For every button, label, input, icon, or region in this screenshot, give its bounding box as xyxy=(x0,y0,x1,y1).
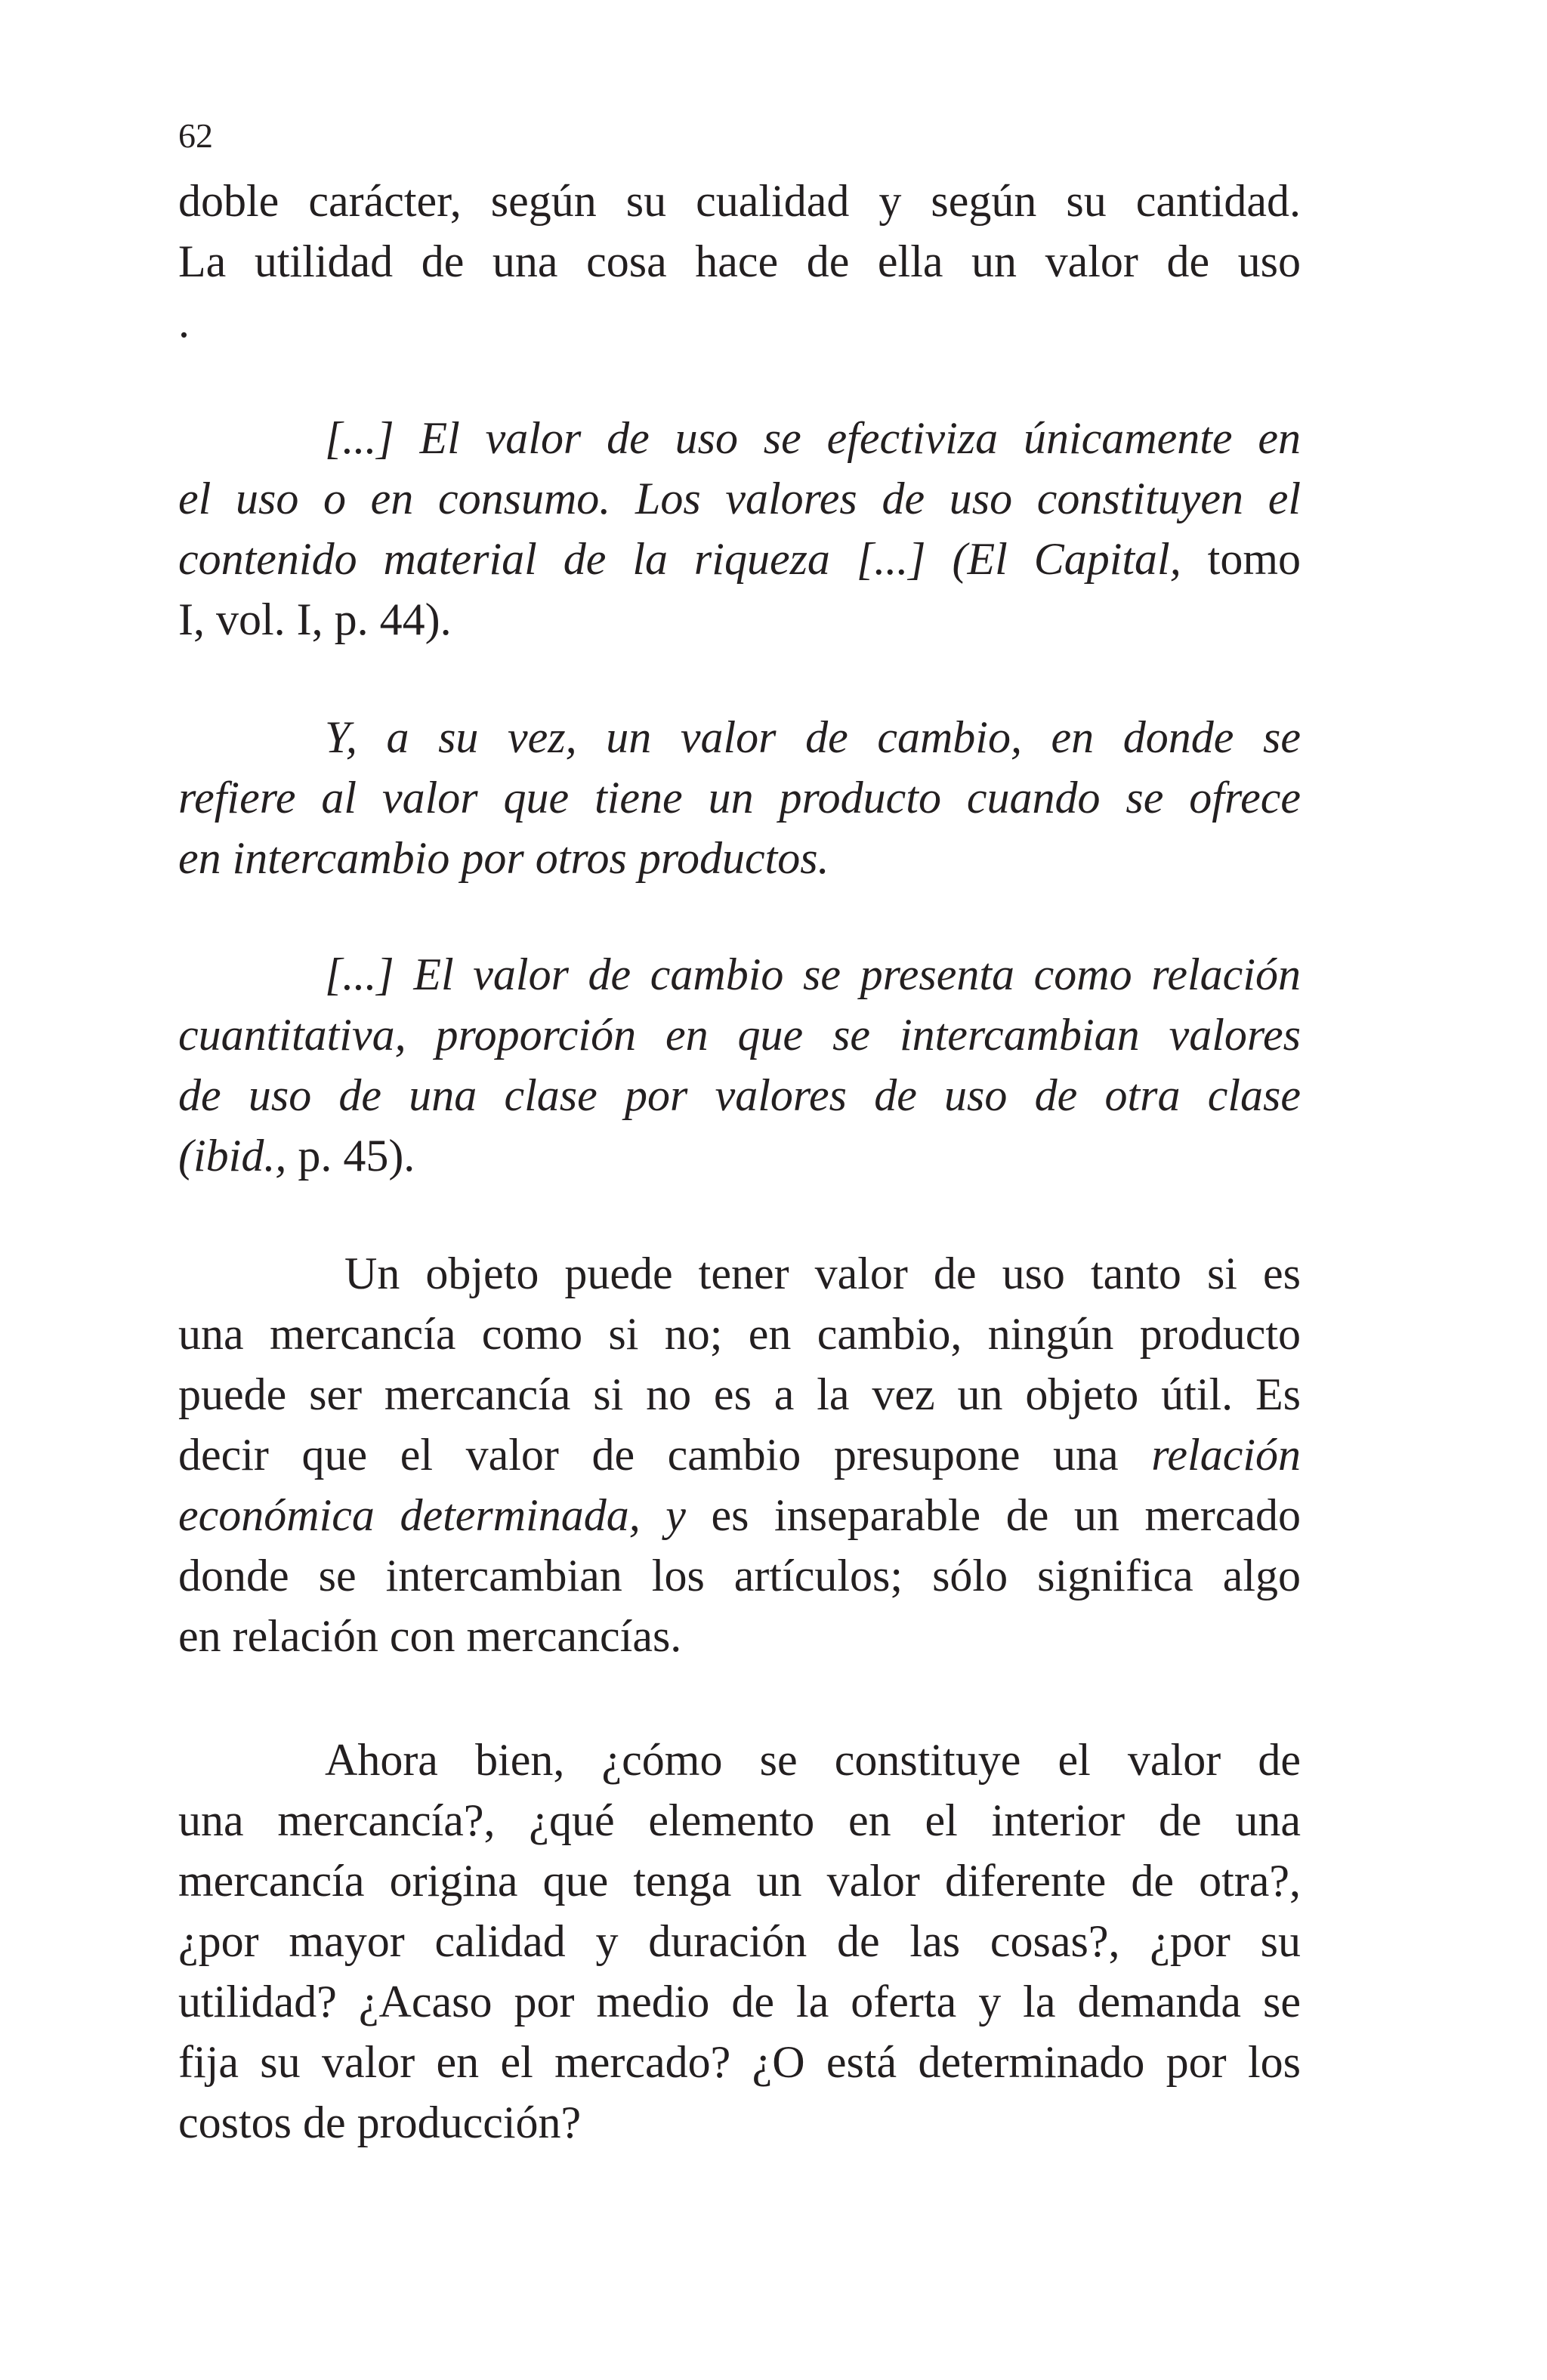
quote-3-line-4-italic: (ibid., xyxy=(178,1131,287,1181)
paragraph-2-line-5-roman: es inseparable de un mercado xyxy=(685,1490,1301,1540)
paragraph-2-line-4-italic: relación xyxy=(1151,1430,1301,1480)
quote-3-line-1: [...] El valor de cambio se presenta como relación xyxy=(325,949,1301,999)
quote-2-line-3: en intercambio por otros productos. xyxy=(178,833,829,883)
quote-1-line-1: [...] El valor de uso se efectiviza únicamente en xyxy=(325,413,1301,463)
paragraph-2-line-5-italic: económica determinada, y xyxy=(178,1490,686,1540)
quote-1-line-3-italic: contenido material de la riqueza [...] (El Capital, xyxy=(178,534,1181,584)
paragraph-3-line-5: utilidad? ¿Acaso por medio de la oferta y la demanda se xyxy=(178,1977,1301,2027)
paragraph-1-line-3: . xyxy=(178,297,190,347)
paragraph-2-line-7: en relación con mercancías. xyxy=(178,1611,682,1661)
paragraph-3-line-2: una mercancía?, ¿qué elemento en el interior de una xyxy=(178,1795,1301,1845)
quote-1-line-3-roman: tomo xyxy=(1181,534,1301,584)
paragraph-2-line-1: Un objeto puede tener valor de uso tanto si es xyxy=(344,1249,1301,1298)
quote-3-line-4-roman: p. 45). xyxy=(286,1131,415,1181)
quote-1-line-4: I, vol. I, p. 44). xyxy=(178,594,452,644)
paragraph-3-line-6: fija su valor en el mercado? ¿O está determinado por los xyxy=(178,2037,1301,2087)
quote-1-line-3 xyxy=(178,529,1301,589)
quote-3-line-2: cuantitativa, proporción en que se intercambian valores xyxy=(178,1010,1301,1060)
paragraph-3-line-4: ¿por mayor calidad y duración de las cosas?, ¿por su xyxy=(178,1916,1301,1966)
quote-1-line-2: el uso o en consumo. Los valores de uso constituyen el xyxy=(178,474,1301,523)
paragraph-1-line-2: La utilidad de una cosa hace de ella un valor de uso xyxy=(178,236,1301,286)
quote-3-line-4 xyxy=(178,1125,1301,1186)
paragraph-3-line-3: mercancía origina que tenga un valor diferente de otra?, xyxy=(178,1856,1301,1906)
paragraph-2-line-5 xyxy=(178,1485,1301,1545)
quote-2-line-1: Y, a su vez, un valor de cambio, en donde se xyxy=(325,712,1301,762)
paragraph-2-line-3: puede ser mercancía si no es a la vez un objeto útil. Es xyxy=(178,1369,1301,1419)
paragraph-3-line-7: costos de producción? xyxy=(178,2098,582,2147)
quote-2-line-2: refiere al valor que tiene un producto cuando se ofrece xyxy=(178,773,1301,823)
paragraph-2-line-4-roman: decir que el valor de cambio presupone una xyxy=(178,1430,1152,1480)
quote-3-line-3: de uso de una clase por valores de uso de otra clase xyxy=(178,1070,1301,1120)
paragraph-2-line-6: donde se intercambian los artículos; sólo significa algo xyxy=(178,1551,1301,1601)
paragraph-1-line-1: doble carácter, según su cualidad y según su cantidad. xyxy=(178,176,1301,226)
paragraph-2-line-2: una mercancía como si no; en cambio, ningún producto xyxy=(178,1309,1301,1359)
paragraph-3-line-1: Ahora bien, ¿cómo se constituye el valor de xyxy=(325,1735,1301,1785)
paragraph-2-line-4 xyxy=(178,1425,1301,1485)
page-number: 62 xyxy=(178,116,213,155)
